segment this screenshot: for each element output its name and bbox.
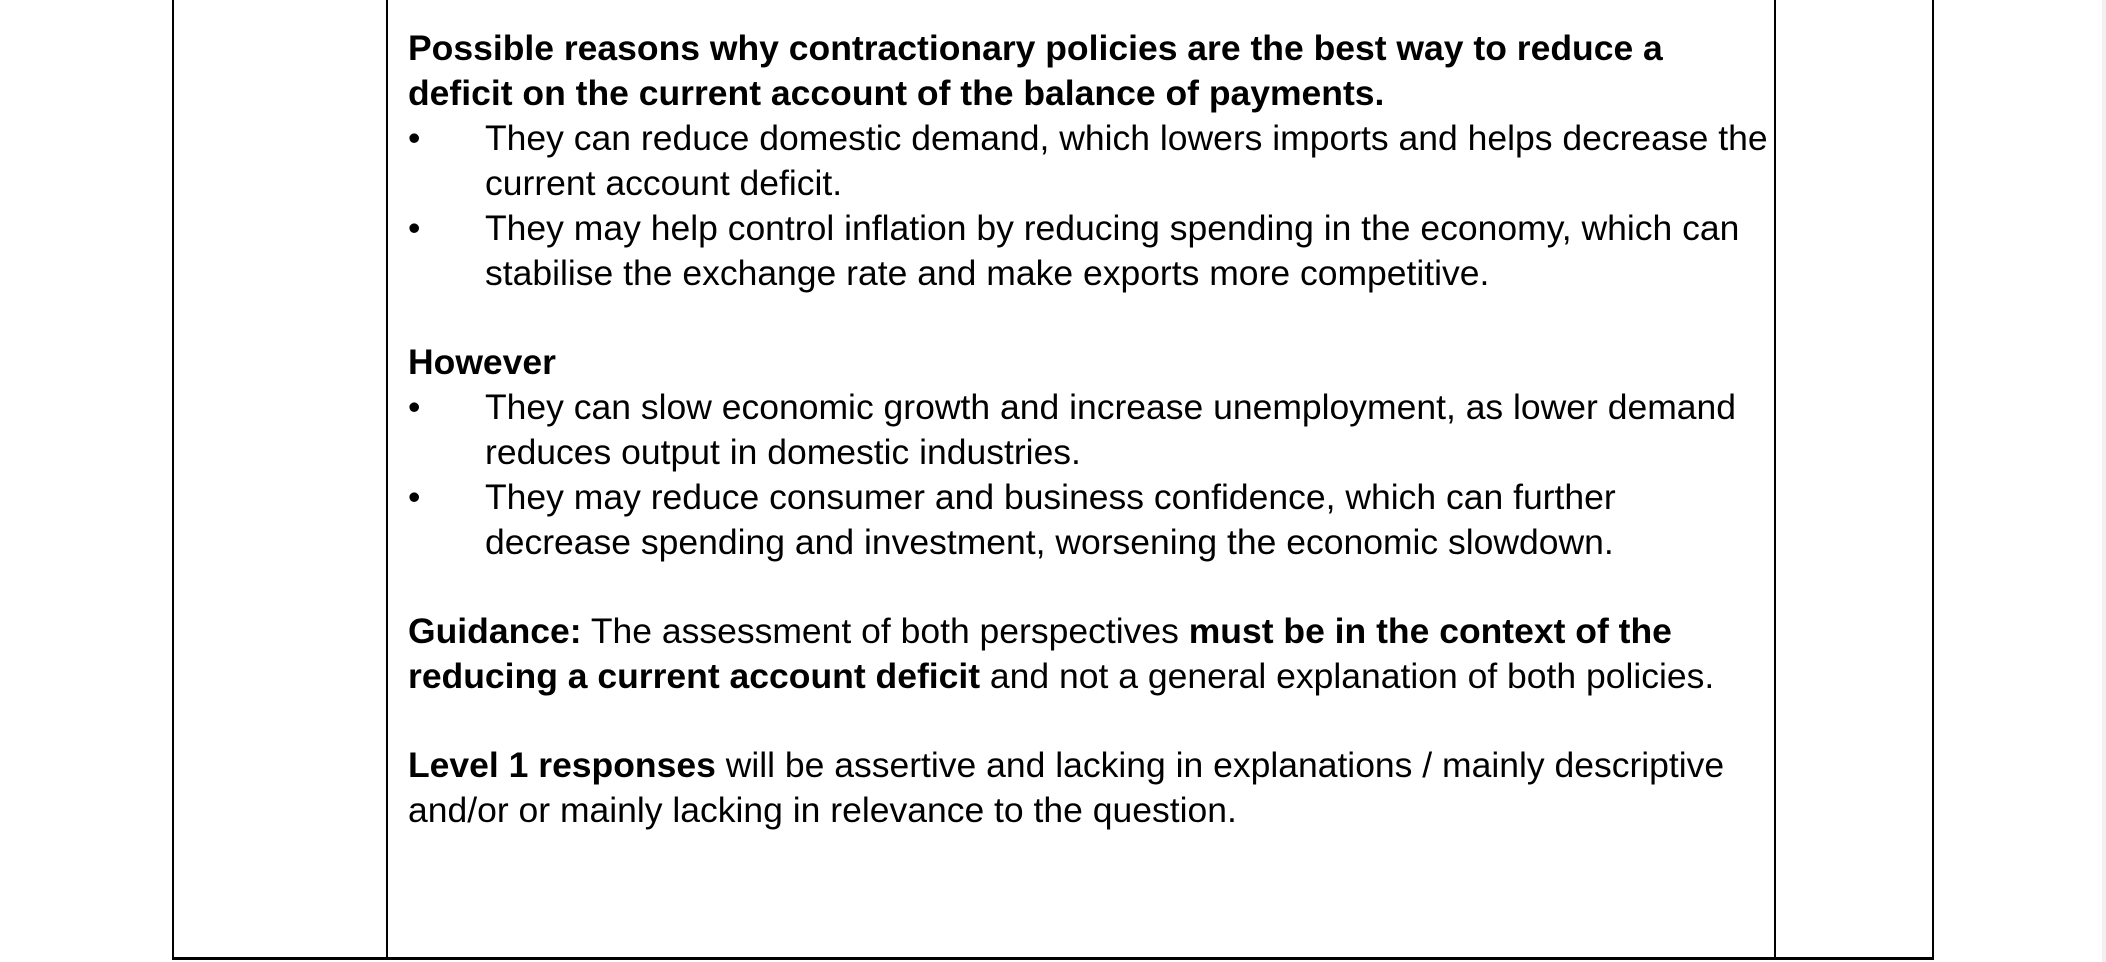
level1-paragraph	[408, 743, 1768, 833]
however-text: They can slow economic growth and increase unemployment, as lower demand reduces output in domestic industries.	[485, 387, 1737, 472]
bullet-icon: •	[408, 387, 421, 427]
mark-scheme-cell	[408, 26, 1768, 833]
guidance-label: Guidance:	[408, 611, 582, 651]
guidance-text-end: and not a general explanation of both policies.	[980, 656, 1715, 696]
guidance-emphasis: must be in the context of the reducing a current account deficit	[408, 611, 1672, 696]
table-border-right	[1932, 0, 1934, 960]
however-text: They may reduce consumer and business confidence, which can further decrease spending and investment, worsening the economic slowdown.	[485, 477, 1616, 562]
level1-text: will be assertive and lacking in explanations / mainly descriptive and/or or mainly lacking in relevance to the question.	[408, 745, 1725, 830]
guidance-text: The assessment of both perspectives	[581, 611, 1189, 651]
bullet-item	[408, 206, 1768, 296]
bullet-icon: •	[408, 118, 421, 158]
bullet-item	[408, 116, 1768, 206]
table-border-left	[172, 0, 174, 960]
table-border-column-divider	[386, 0, 388, 960]
bullet-icon: •	[408, 208, 421, 248]
however-heading: However	[408, 342, 556, 382]
table-border-bottom	[172, 957, 1934, 960]
reason-text: They can reduce domestic demand, which lowers imports and helps decrease the current account deficit.	[485, 118, 1768, 203]
table-border-column-divider-right	[1774, 0, 1776, 960]
guidance-paragraph	[408, 609, 1768, 699]
bullet-item	[408, 475, 1768, 565]
bullet-item	[408, 385, 1768, 475]
level1-label: Level 1 responses	[408, 745, 716, 785]
reason-text: They may help control inflation by reducing spending in the economy, which can stabilise the exchange rate and make exports more competitive.	[485, 208, 1740, 293]
bullet-icon: •	[408, 477, 421, 517]
reasons-heading: Possible reasons why contractionary policies are the best way to reduce a deficit on the current account of the balance of payments.	[408, 28, 1663, 113]
